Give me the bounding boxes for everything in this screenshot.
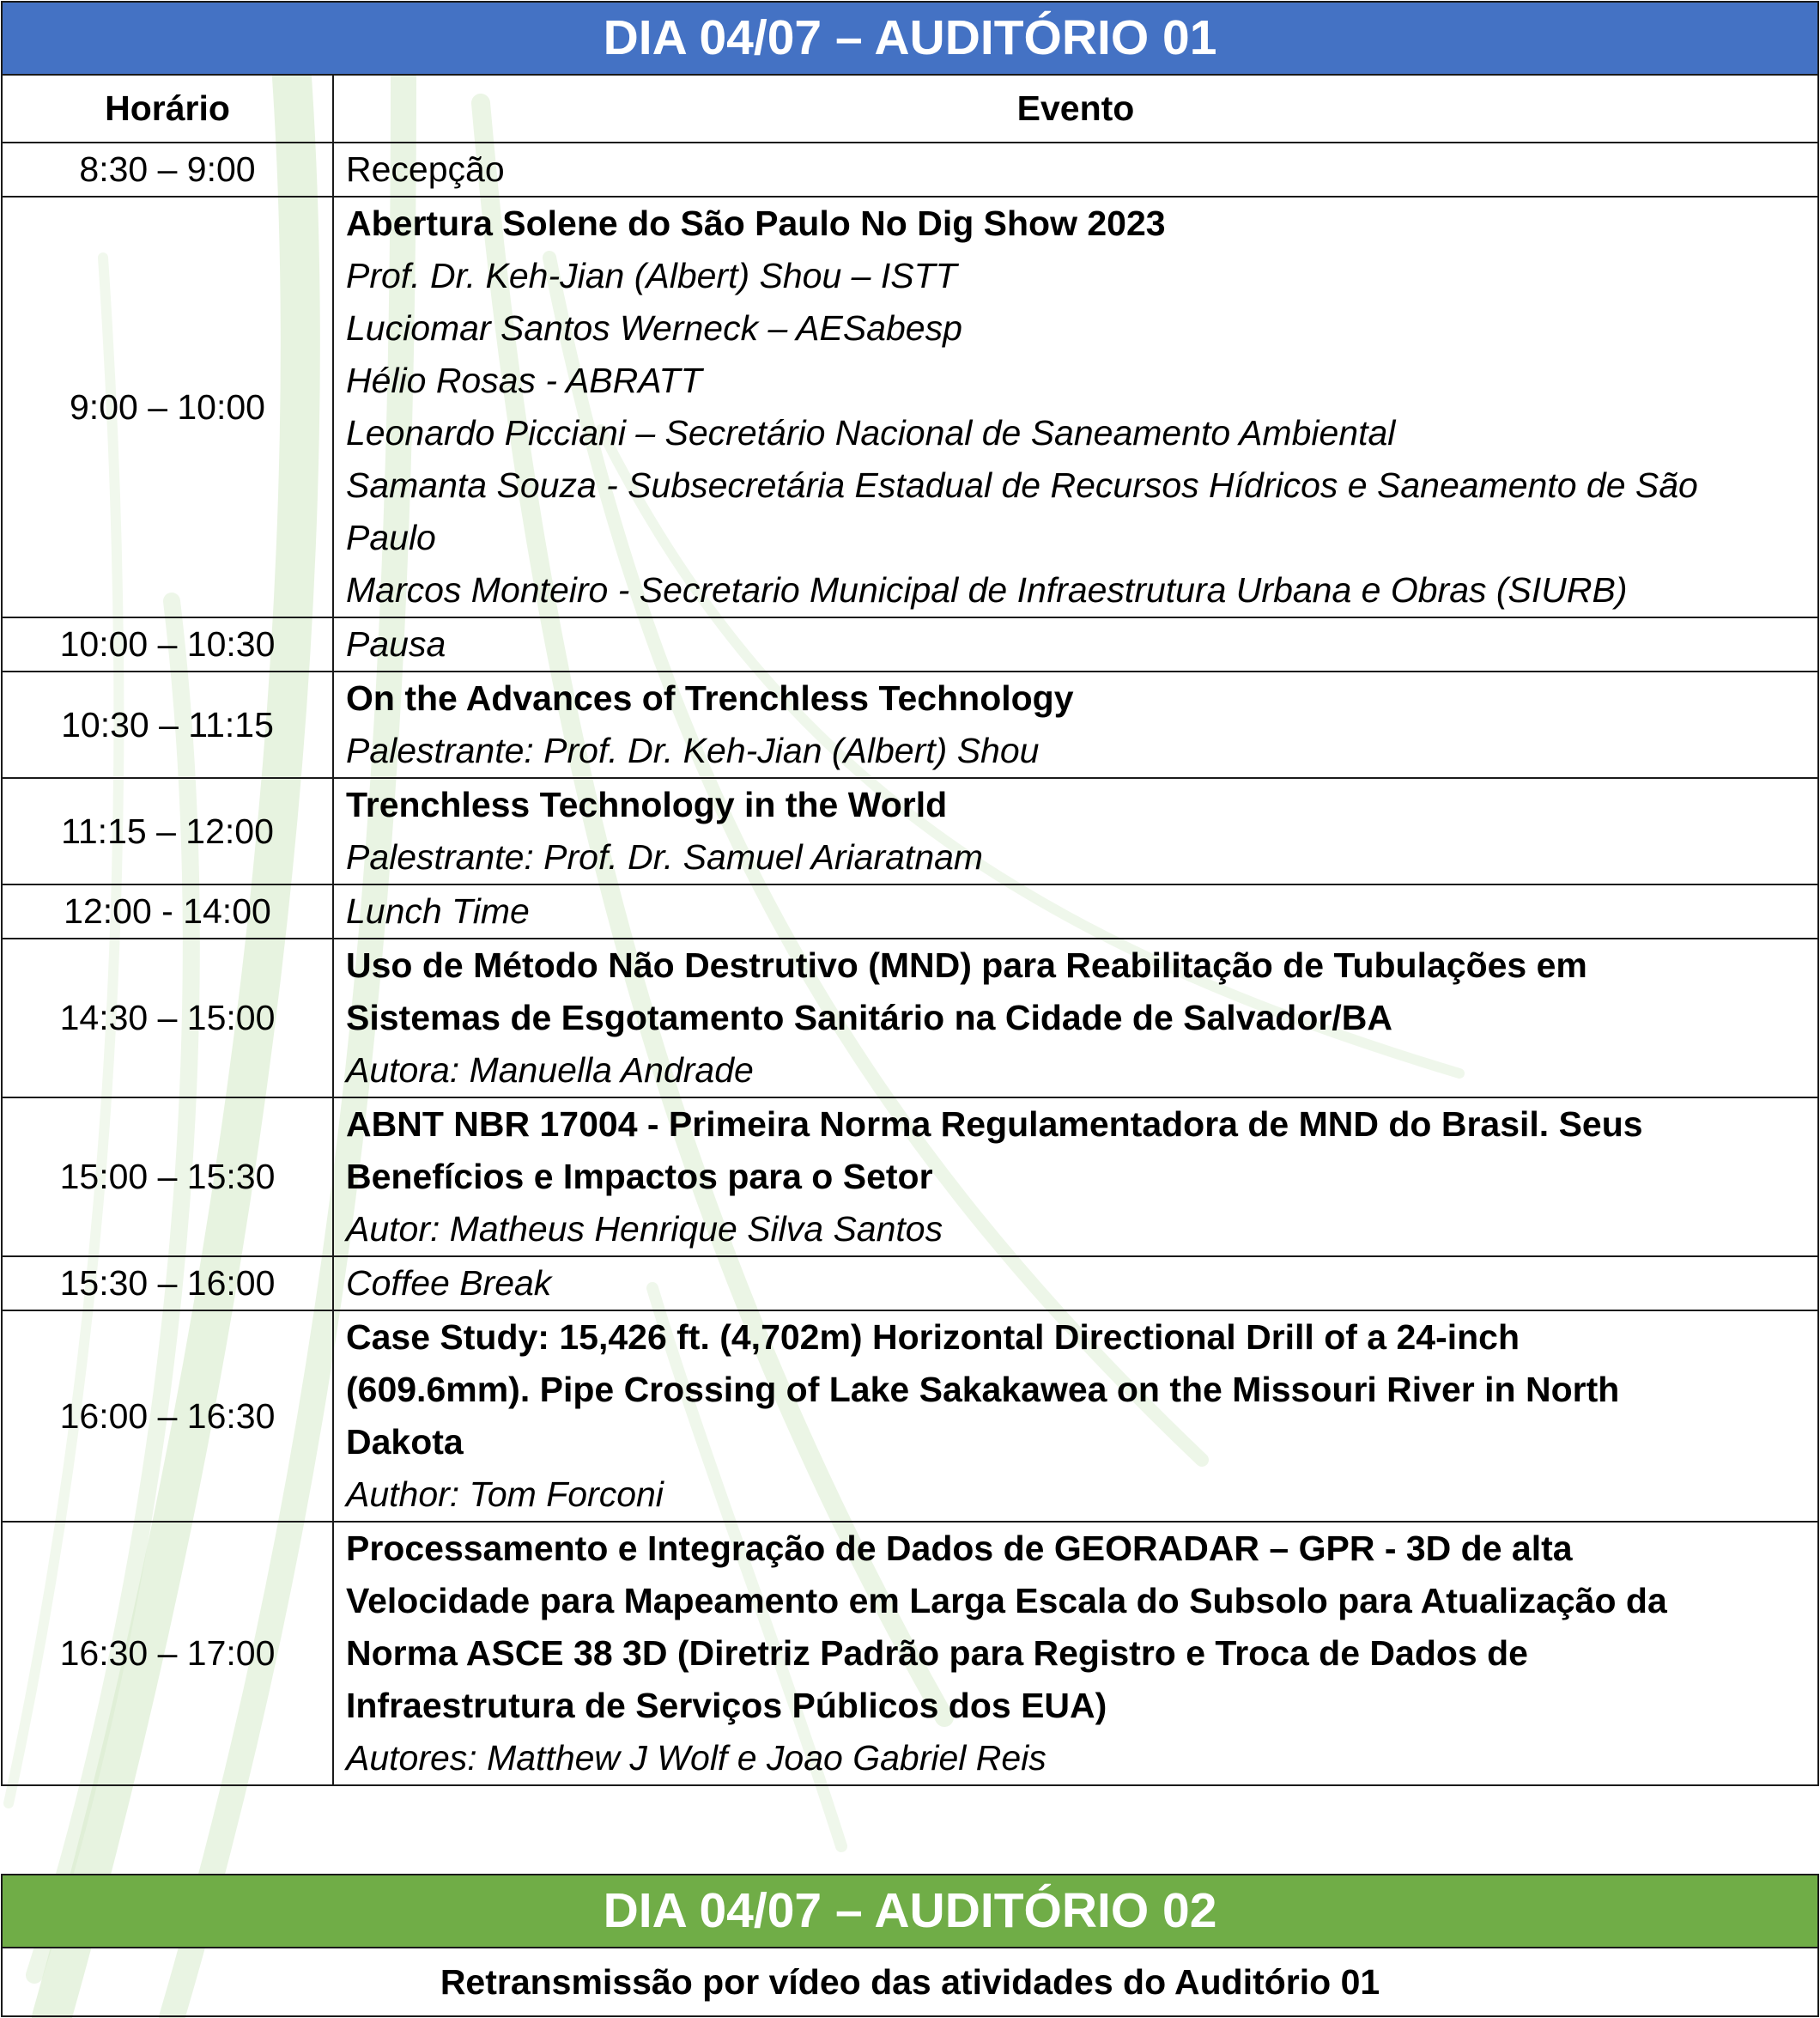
schedule-row xyxy=(2,939,1818,1097)
auditorio-02-title-row xyxy=(2,1875,1818,1948)
event-detail-line: Prof. Dr. Keh-Jian (Albert) Shou – ISTT xyxy=(346,256,957,295)
time-slot: 14:30 – 15:00 xyxy=(2,939,333,1097)
auditorio-01-title: DIA 04/07 – AUDITÓRIO 01 xyxy=(2,2,1818,75)
event-title: Trenchless Technology in the World xyxy=(346,785,948,824)
event-title: Dakota xyxy=(346,1422,464,1462)
schedule-row xyxy=(2,617,1818,672)
auditorio-01-schedule xyxy=(1,1,1819,1786)
event-line: Recepção xyxy=(346,149,505,189)
column-header-event: Evento xyxy=(333,75,1818,143)
event-detail-line: Palestrante: Prof. Dr. Samuel Ariaratnam xyxy=(346,837,984,877)
event-title: Infraestrutura de Serviços Públicos dos EUA) xyxy=(346,1686,1107,1725)
event-details xyxy=(333,1097,1818,1256)
time-slot: 11:15 – 12:00 xyxy=(2,778,333,884)
auditorio-02-schedule xyxy=(1,1874,1819,2017)
event-detail-line: Luciomar Santos Werneck – AESabesp xyxy=(346,308,962,348)
event-title: Uso de Método Não Destrutivo (MND) para Reabilitação de Tubulações em xyxy=(346,945,1587,985)
schedule-row xyxy=(2,1522,1818,1785)
time-slot: 8:30 – 9:00 xyxy=(2,143,333,197)
event-title: Velocidade para Mapeamento em Larga Escala do Subsolo para Atualização da xyxy=(346,1581,1667,1620)
event-detail-line: Marcos Monteiro - Secretario Municipal de Infraestrutura Urbana e Obras (SIURB) xyxy=(346,570,1628,610)
event-detail-line: Paulo xyxy=(346,518,436,557)
schedule-row xyxy=(2,672,1818,778)
auditorio-02-note: Retransmissão por vídeo das atividades do Auditório 01 xyxy=(2,1948,1818,2016)
event-detail-line: Autora: Manuella Andrade xyxy=(346,1050,754,1090)
event-details xyxy=(333,617,1818,672)
time-slot: 15:00 – 15:30 xyxy=(2,1097,333,1256)
auditorio-02-title: DIA 04/07 – AUDITÓRIO 02 xyxy=(2,1875,1818,1948)
event-title: Sistemas de Esgotamento Sanitário na Cidade de Salvador/BA xyxy=(346,998,1392,1037)
schedule-row xyxy=(2,1256,1818,1310)
auditorio-02-note-row xyxy=(2,1948,1818,2016)
column-header-time: Horário xyxy=(2,75,333,143)
schedule-row xyxy=(2,143,1818,197)
event-title: Norma ASCE 38 3D (Diretriz Padrão para Registro e Troca de Dados de xyxy=(346,1633,1528,1673)
event-title: (609.6mm). Pipe Crossing of Lake Sakakawea on the Missouri River in North xyxy=(346,1370,1620,1409)
event-title: Processamento e Integração de Dados de GEORADAR – GPR - 3D de alta xyxy=(346,1529,1573,1568)
event-details xyxy=(333,939,1818,1097)
event-details xyxy=(333,672,1818,778)
event-details xyxy=(333,778,1818,884)
event-detail-line: Author: Tom Forconi xyxy=(346,1474,664,1514)
event-detail-line: Autores: Matthew J Wolf e Joao Gabriel Reis xyxy=(346,1738,1046,1778)
auditorio-01-title-row xyxy=(2,2,1818,75)
event-detail-line: Autor: Matheus Henrique Silva Santos xyxy=(346,1209,943,1249)
event-title: Abertura Solene do São Paulo No Dig Show 2023 xyxy=(346,204,1166,243)
schedule-row xyxy=(2,1097,1818,1256)
event-title: Case Study: 15,426 ft. (4,702m) Horizontal Directional Drill of a 24-inch xyxy=(346,1317,1520,1357)
event-detail-line: Samanta Souza - Subsecretária Estadual de Recursos Hídricos e Saneamento de São xyxy=(346,465,1698,505)
event-detail-line: Coffee Break xyxy=(346,1263,552,1303)
time-slot: 12:00 - 14:00 xyxy=(2,884,333,939)
schedule-row xyxy=(2,197,1818,617)
time-slot: 16:30 – 17:00 xyxy=(2,1522,333,1785)
schedule-row xyxy=(2,1310,1818,1522)
event-detail-line: Pausa xyxy=(346,624,446,664)
time-slot: 16:00 – 16:30 xyxy=(2,1310,333,1522)
event-detail-line: Hélio Rosas - ABRATT xyxy=(346,361,702,400)
column-header-row xyxy=(2,75,1818,143)
event-title: Benefícios e Impactos para o Setor xyxy=(346,1157,933,1196)
schedule-row xyxy=(2,778,1818,884)
event-details xyxy=(333,197,1818,617)
schedule-row xyxy=(2,884,1818,939)
event-details xyxy=(333,884,1818,939)
event-details xyxy=(333,1256,1818,1310)
time-slot: 10:00 – 10:30 xyxy=(2,617,333,672)
event-details xyxy=(333,1310,1818,1522)
time-slot: 15:30 – 16:00 xyxy=(2,1256,333,1310)
event-title: On the Advances of Trenchless Technology xyxy=(346,678,1074,718)
event-details xyxy=(333,143,1818,197)
event-detail-line: Leonardo Picciani – Secretário Nacional de Saneamento Ambiental xyxy=(346,413,1396,453)
time-slot: 9:00 – 10:00 xyxy=(2,197,333,617)
event-detail-line: Palestrante: Prof. Dr. Keh-Jian (Albert) Shou xyxy=(346,731,1040,770)
time-slot: 10:30 – 11:15 xyxy=(2,672,333,778)
event-detail-line: Lunch Time xyxy=(346,891,530,931)
event-title: ABNT NBR 17004 - Primeira Norma Regulamentadora de MND do Brasil. Seus xyxy=(346,1104,1643,1144)
event-details xyxy=(333,1522,1818,1785)
